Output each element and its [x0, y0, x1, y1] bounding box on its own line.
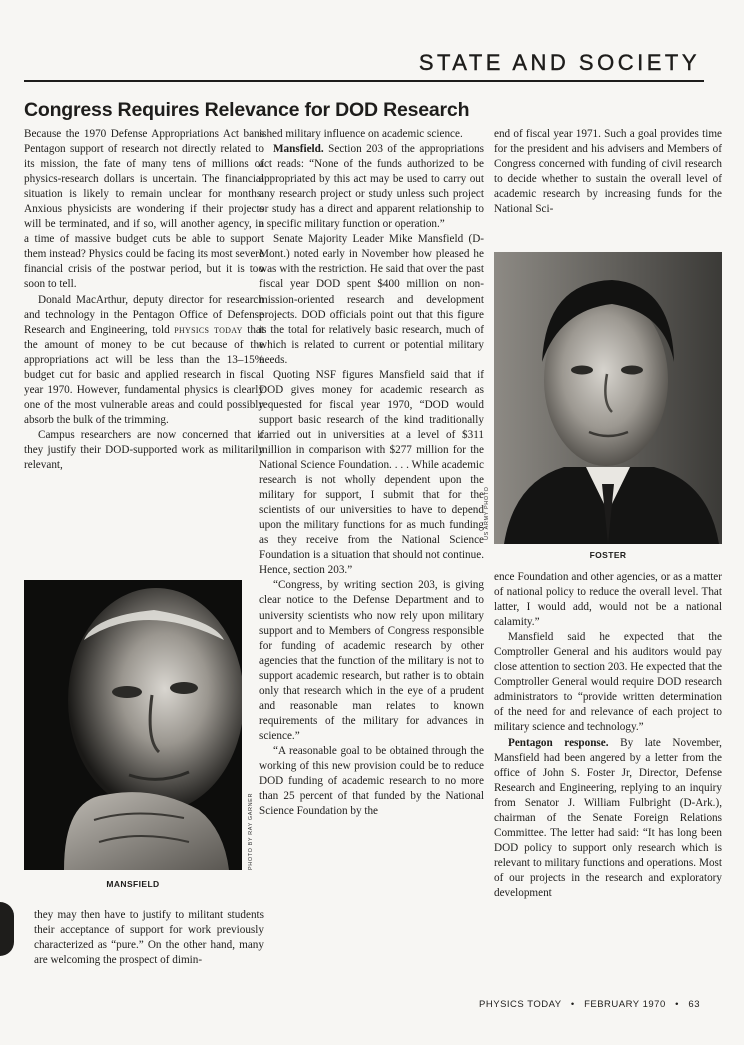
page-edge-tab [0, 902, 14, 956]
paragraph: Senate Majority Leader Mike Mansfield (D-Mont.) noted early in November how pleased he was with the restriction. He said that over the past fiscal year DOD spent $400 million on non-mission-oriented research and development projects. DOD officials point out that this figure is the total for relatively basic research, much of which is related to current or potential military needs. [259, 233, 484, 366]
page-footer [479, 999, 700, 1010]
column-1 [24, 127, 264, 473]
foster-caption: FOSTER [589, 550, 627, 560]
paragraph: Campus researchers are now concerned that if they justify their DOD-supported work as militarily relevant, [24, 428, 264, 472]
footer-separator: • [675, 999, 679, 1010]
paragraph: they may then have to justify to militant students their acceptance of support for work previously characterized as “pure.” On the other hand, many are welcoming the prospect of dimin- [34, 909, 264, 967]
journal-name: PHYSICS TODAY [479, 999, 562, 1010]
header-rule [24, 80, 704, 82]
mansfield-photo-credit: PHOTO BY RAY GARNER [248, 792, 254, 870]
paragraph: end of fiscal year 1971. Such a goal provides time for the president and his advisers and Members of Congress concerned with funding of civil research to decide whether to sustain the overall level of academic research by increasing funds for the National Sci- [494, 128, 722, 216]
paragraph: Quoting NSF figures Mansfield said that if DOD gives money for academic research as requested for fiscal year 1970, “DOD would support basic research of the kind traditionally carried out in universities at a level of $311 million in comparison with $277 million for the National Science Foundation. . . . While academic research is not wholly dependent upon the military for support, I submit that for the scientists of our universities to have to depend upon the military functions for as much funding as they receive from the National Science Foundation is a situation that should not continue. Hence, section 203.” [259, 368, 484, 577]
issue-date: FEBRUARY 1970 [584, 999, 666, 1010]
paragraph: ished military influence on academic science. [259, 128, 463, 140]
column-2 [259, 127, 484, 819]
footer-separator: • [570, 999, 575, 1010]
page-number: 63 [688, 999, 700, 1010]
section-title: STATE AND SOCIETY [418, 50, 700, 75]
paragraph: “Congress, by writing section 203, is giving clear notice to the Defense Department and to university scientists who now rely upon military support and to Members of Congress responsible for funding of academic research by other agencies that the function of the military is not to support academic research, but rather is to obtain only that research which in the eye of a prudent and reasonable man relates to known requirements of the military for advances in science.” [259, 579, 484, 742]
paragraph: Mansfield. Section 203 of the appropriations act reads: “None of the funds authorized to be appropriated by this act may be used to carry out any research project or study unless such project or study has a direct and apparent relationship to a specific military function or operation.” [259, 143, 484, 231]
paragraph: Donald MacArthur, deputy director for research and technology in the Pentagon Office of Defense Research and Engineering, told physics today that the amount of money to be cut because of the appropriations act will be less than the 13–15% budget cut for basic and applied research in fiscal year 1970. However, fundamental physics is clearly one of the most vulnerable areas and could possibly absorb the bulk of the trimming. [24, 293, 265, 426]
paragraph: Because the 1970 Defense Appropriations Act bans Pentagon support of research not directly related to its mission, the fate of many tens of millions of physics-research dollars is uncertain. The financial situation is likely to remain unclear for months. Anxious physicists are wondering if their projects will be terminated, and if so, will another agency, in a time of massive budget cuts be able to support them instead? Physics could be facing its most severe financial crisis of the postwar period, but it is too soon to tell. [24, 128, 264, 291]
run-in-heading: Pentagon response. [508, 736, 609, 749]
paragraph: Mansfield said he expected that the Comptroller General and his auditors would pay close attention to section 203. He expected that the Comptroller General would require DOD research administrators to “provide written determination of the need for and relevance of each project to military science and technology.” [494, 631, 722, 734]
column-3 [494, 127, 722, 217]
paragraph: Pentagon response. By late November, Mansfield had been angered by a letter from the office of John S. Foster Jr, Director, Defense Research and Engineering, replying to an inquiry from Senator J. William Fulbright (D-Ark.), chairman of the Senate Foreign Relations Committee. The letter had said: “It has long been DOD policy to support only research which is relevant to military functions and operations. Most of our projects in the research and exploratory development [494, 736, 722, 899]
foster-photo [494, 252, 722, 544]
mansfield-caption: MANSFIELD [106, 879, 160, 889]
journal-name-inline: physics today [174, 323, 243, 336]
paragraph: “A reasonable goal to be obtained through the working of this new provision could be to reduce DOD funding of academic research to no more than 25 percent of that funded by the National Science Foundation by the [259, 744, 484, 818]
column-3-continued [494, 570, 722, 901]
run-in-heading: Mansfield. [273, 143, 324, 156]
mansfield-photo [24, 580, 242, 870]
paragraph: ence Foundation and other agencies, or as a matter of national policy to reduce the overall level. That latter, I would add, would not be a national calamity.” [494, 571, 722, 629]
article-headline: Congress Requires Relevance for DOD Research [24, 99, 470, 121]
foster-photo-credit: US ARMY PHOTO [484, 486, 490, 540]
column-1-continued [34, 908, 264, 968]
